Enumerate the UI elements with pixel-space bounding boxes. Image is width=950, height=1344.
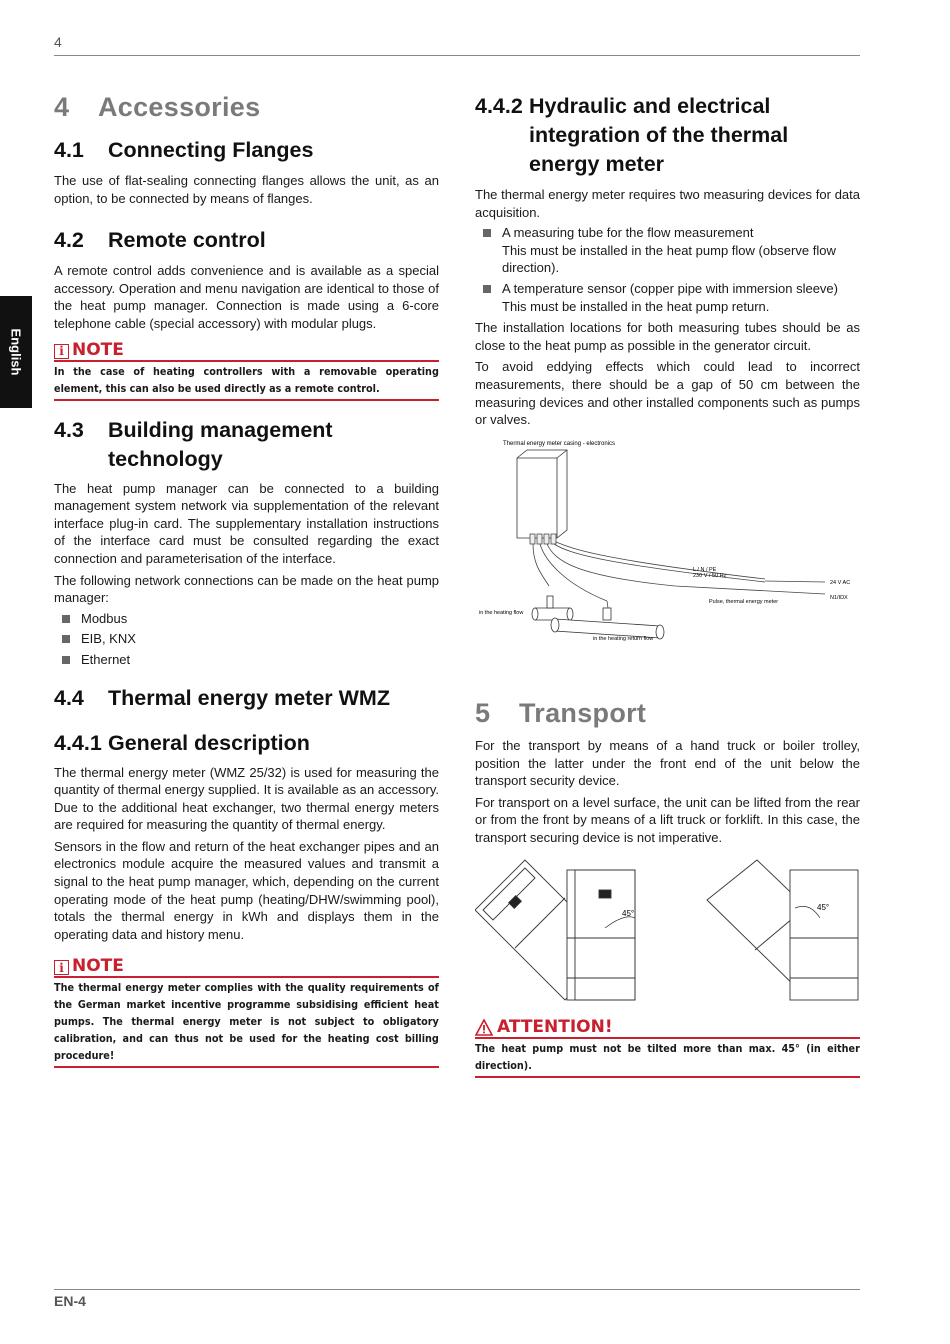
attention-title: ATTENTION! bbox=[497, 1017, 613, 1037]
list-item-sub: This must be installed in the heat pump return. bbox=[502, 298, 770, 314]
heading-title: Connecting Flanges bbox=[108, 138, 314, 162]
header-rule bbox=[54, 55, 860, 56]
angle-label: 45° bbox=[622, 909, 635, 918]
paragraph: The thermal energy meter (WMZ 25/32) is used for measuring the quantity of thermal energy supplied. It is available as an accessory. Due to the additional heat exchanger, two thermal energy meters are required for measuring the quantity of thermal energy. bbox=[54, 764, 439, 833]
section-4-heading bbox=[54, 92, 439, 123]
transport-section bbox=[475, 698, 860, 847]
upright-unit-right bbox=[790, 870, 858, 1000]
paragraph: The thermal energy meter requires two measuring devices for data acquisition. bbox=[475, 187, 860, 220]
tilt-diagram bbox=[475, 858, 860, 1006]
heading-number: 4.4 bbox=[54, 685, 84, 710]
meter-casing bbox=[517, 450, 567, 538]
diagram-label-pulse: Pulse, thermal energy meter bbox=[709, 599, 779, 605]
attention-frame bbox=[475, 1015, 860, 1078]
heading-4-2 bbox=[54, 226, 439, 255]
note-header bbox=[54, 340, 439, 362]
flow-measuring-tube bbox=[532, 596, 573, 620]
section-5-heading bbox=[475, 698, 860, 729]
footer-rule bbox=[54, 1289, 860, 1290]
section-title: Transport bbox=[519, 698, 647, 728]
heading-4-4-1 bbox=[54, 729, 439, 758]
diagram-label-n1: N1/IDX bbox=[830, 595, 848, 601]
note-header bbox=[54, 956, 439, 978]
attention-text: The heat pump must not be tilted more than max. 45° (in either direction). bbox=[475, 1042, 860, 1072]
heading-number: 4.3 bbox=[54, 417, 84, 442]
heading-title: Building management technology bbox=[108, 417, 333, 471]
info-icon: i bbox=[54, 344, 69, 359]
paragraph: A remote control adds convenience and is available as a special accessory. Operation and menu navigation are identical to those of the heat pump manager. Connection is made using a 6-core telephone cable (special accessory) with modular plugs. bbox=[54, 263, 439, 331]
heading-title: General description bbox=[108, 730, 310, 755]
section-title: Accessories bbox=[98, 92, 261, 122]
heading-number: 4.4.2 bbox=[475, 94, 523, 118]
list-item-sub: This must be installed in the heat pump flow (observe flow direction). bbox=[502, 242, 836, 276]
diagram-label-voltage: 230 V / 50 Hz bbox=[693, 573, 727, 579]
note-text: The thermal energy meter complies with the quality requirements of the German market incentive programme subsidising efficient heat pumps. The thermal energy meter is not subject to obligatory calibration, and can thus not be used for the heating cost billing procedure! bbox=[54, 981, 439, 1063]
diagram-label-24vac: 24 V AC bbox=[830, 580, 851, 586]
attention-header bbox=[475, 1015, 860, 1039]
list-item: Modbus bbox=[54, 610, 439, 628]
list-item: EIB, KNX bbox=[54, 630, 439, 648]
note-title: NOTE bbox=[72, 339, 124, 360]
list-item: Ethernet bbox=[54, 651, 439, 669]
list-item-main: A measuring tube for the flow measurement bbox=[502, 225, 754, 241]
diagram-label-flow: in the heating flow bbox=[479, 610, 524, 616]
list-item-main: A temperature sensor (copper pipe with immersion sleeve) bbox=[502, 280, 838, 296]
note-box bbox=[54, 340, 439, 401]
heading-number: 4.1 bbox=[54, 138, 84, 162]
diagram-label-lnpe: L / N / PE bbox=[693, 567, 717, 573]
attention-box bbox=[475, 1015, 860, 1078]
heading-4-1 bbox=[54, 136, 439, 165]
paragraph: The heat pump manager can be connected to a building management system network via supplementation of the relevant interface plug-in card. The supplementary installation instructions of the interface card must be consulted regarding the exact connection and parameterisation of the interface. bbox=[54, 480, 439, 566]
note-box bbox=[54, 956, 439, 1068]
right-column bbox=[475, 92, 860, 429]
cables bbox=[533, 542, 825, 608]
heading-number: 4.4.1 bbox=[54, 730, 102, 755]
heading-title: Thermal energy meter WMZ bbox=[108, 685, 390, 710]
diagram-label-casing: Thermal energy meter casing - electronics bbox=[503, 441, 616, 447]
note-text: In the case of heating controllers with a removable operating element, this can also be used directly as a remote control. bbox=[54, 364, 439, 395]
list-item bbox=[475, 280, 860, 315]
paragraph: For the transport by means of a hand truck or boiler trolley, position the latter under the front end of the unit below the transport security device. bbox=[475, 738, 860, 789]
paragraph: Sensors in the flow and return of the heat exchanger pipes and an electronics module acquire the measured values and transmit a signal to the heat pump manager, which, depending on the current operating mode of the heat pump (heating/DHW/swimming pool), totals the thermal energy in kWh and displays them in the operating data and history menu. bbox=[54, 838, 439, 942]
cable-glands bbox=[530, 534, 556, 544]
paragraph: To avoid eddying effects which could lead to incorrect measurements, there should be a gap of 50 cm between the measuring devices and other installed components such as pumps or valves. bbox=[475, 359, 860, 428]
footer-page-label: EN-4 bbox=[54, 1293, 86, 1309]
paragraph: The following network connections can be made on the heat pump manager: bbox=[54, 572, 439, 606]
section-number: 4 bbox=[54, 92, 70, 122]
paragraph: The use of flat-sealing connecting flanges allows the unit, as an option, to be connected by means of flanges. bbox=[54, 173, 439, 206]
upright-unit-left bbox=[567, 870, 635, 1000]
angle-label: 45° bbox=[817, 903, 830, 912]
left-column bbox=[54, 92, 439, 1068]
heading-4-4-2 bbox=[475, 92, 860, 179]
page-number: 4 bbox=[54, 34, 62, 50]
language-tab-label: English bbox=[8, 328, 24, 376]
paragraph: The installation locations for both measuring tubes should be as close to the heat pump as possible in the generator circuit. bbox=[475, 320, 860, 353]
section-number: 5 bbox=[475, 698, 491, 728]
warning-icon bbox=[475, 1019, 493, 1036]
heading-4-3 bbox=[54, 416, 439, 474]
energy-meter-diagram bbox=[475, 436, 860, 646]
paragraph: For transport on a level surface, the unit can be lifted from the rear or from the front by means of a lift truck or forklift. In this case, the transport securing device is not imperative. bbox=[475, 794, 860, 845]
info-icon: i bbox=[54, 960, 69, 975]
heading-4-4 bbox=[54, 684, 439, 713]
heading-title: Hydraulic and electrical integration of the thermal energy meter bbox=[529, 94, 789, 176]
language-tab bbox=[0, 296, 32, 408]
heading-number: 4.2 bbox=[54, 228, 84, 253]
note-title: NOTE bbox=[72, 956, 124, 977]
heading-title: Remote control bbox=[108, 228, 266, 253]
list-item bbox=[475, 224, 860, 277]
diagram-label-return: in the heating return flow bbox=[593, 636, 654, 642]
